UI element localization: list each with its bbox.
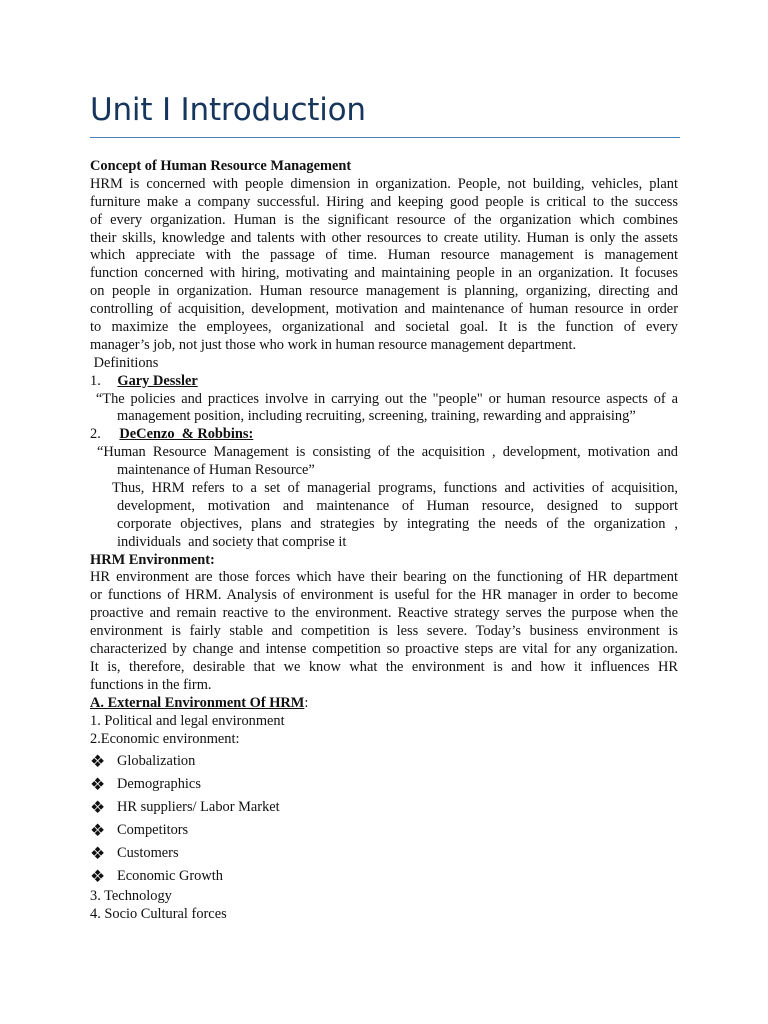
paragraph-line: of every organization. Human is the significant resource of the organization which combines [90,211,678,228]
paragraph-line: furniture make a company successful. Hiring and keeping good people is critical to the success [90,193,678,210]
bullet-text: Demographics [117,775,201,792]
diamond-bullet-icon: ❖ [90,752,106,772]
bullet-text: Customers [117,844,179,861]
diamond-bullet-icon: ❖ [90,867,106,887]
section-heading-concept: Concept of Human Resource Management [90,158,352,174]
bullet-text: Competitors [117,821,189,838]
bullet-item [90,796,678,819]
external-environment-heading [90,695,678,713]
definition-2-heading [90,426,678,444]
paragraph-line: manager’s job, not just those who work in human resource management department. [90,336,577,353]
paragraph-line: It is, therefore, desirable that we know what the environment is and how it influences HR [90,658,678,675]
bullet-item [90,773,678,796]
paragraph-line: environment is fairly stable and competition is less severe. Today’s business environment is [90,623,678,640]
paragraph-line: development, motivation and maintenance of Human resource, designed to support [117,497,678,514]
concept-paragraph [90,176,678,355]
definition-1-heading [90,373,678,391]
paragraph-line: their skills, knowledge and talents with other resources to create utility. Human is only the assets [90,229,678,246]
definitions-label: Definitions [90,354,159,371]
list-item: 1. Political and legal environment [90,712,285,729]
paragraph-line: functions in the firm. [90,676,212,693]
paragraph-line: proactive and remain reactive to the environment. Reactive strategy serves the purpose when the [90,605,678,622]
paragraph-line: HRM is concerned with people dimension in organization. People, not building, vehicles, plant [90,175,678,192]
bullet-text: Economic Growth [117,867,223,884]
paragraph-line: or functions of HRM. Analysis of environment is useful for the HR manager in order to become [90,587,678,604]
paragraph-line: to maximize the employees, organizational and societal goal. It is the function of every [90,319,678,336]
title-divider [90,137,680,138]
definition-author: DeCenzo & Robbins: [119,426,254,443]
paragraph-line: individuals and society that comprise it [117,533,347,550]
definition-2-line: “Human Resource Management is consisting of the acquisition , development, motivation and [97,444,678,461]
economic-bullet-list [90,750,678,888]
definition-author: Gary Dessler [117,372,198,389]
list-item: 4. Socio Cultural forces [90,906,227,923]
bullet-item [90,865,678,888]
page-title: Unit I Introduction [90,92,366,128]
definition-number: 2. [90,426,101,443]
external-heading-text: A. External Environment Of HRM [90,694,305,711]
environment-paragraph [90,569,678,694]
definition-2-line: maintenance of Human Resource” [117,462,315,479]
diamond-bullet-icon: ❖ [90,844,106,864]
bullet-item [90,819,678,842]
document-body [90,158,678,924]
paragraph-line: function concerned with hiring, motivating and maintaining people in an organization. It focuses [90,265,678,282]
definition-1-line: “The policies and practices involve in carrying out the "people" or human resource aspects of a [90,390,678,407]
bullet-item [90,842,678,865]
section-heading-environment: HRM Environment: [90,551,215,568]
diamond-bullet-icon: ❖ [90,821,106,841]
list-item: 3. Technology [90,888,172,905]
definition-1-line: management position, including recruiting, screening, training, rewarding and appraising” [117,408,636,425]
paragraph-line: on people in organization. Human resource management is planning, organizing, directing and [90,283,678,300]
bullet-text: HR suppliers/ Labor Market [117,798,280,815]
paragraph-line: HR environment are those forces which have their bearing on the functioning of HR department [90,569,678,586]
list-item: 2.Economic environment: [90,730,240,747]
bullet-text: Globalization [117,752,196,769]
paragraph-line: which appreciate with the passage of time. Human resource management is management [90,247,678,264]
paragraph-line: characterized by change and intense competition so proactive steps are vital for any organization. [90,641,678,658]
diamond-bullet-icon: ❖ [90,775,106,795]
definition-number: 1. [90,372,101,389]
paragraph-line: controlling of acquisition, development, motivation and maintenance of human resource in order [90,301,678,318]
thus-paragraph [90,480,678,552]
diamond-bullet-icon: ❖ [90,798,106,818]
external-heading-colon: : [304,694,309,711]
paragraph-line: Thus, HRM refers to a set of managerial programs, functions and activities of acquisition, [112,480,678,497]
bullet-item [90,750,678,773]
paragraph-line: corporate objectives, plans and strategies by integrating the needs of the organization , [117,515,678,532]
